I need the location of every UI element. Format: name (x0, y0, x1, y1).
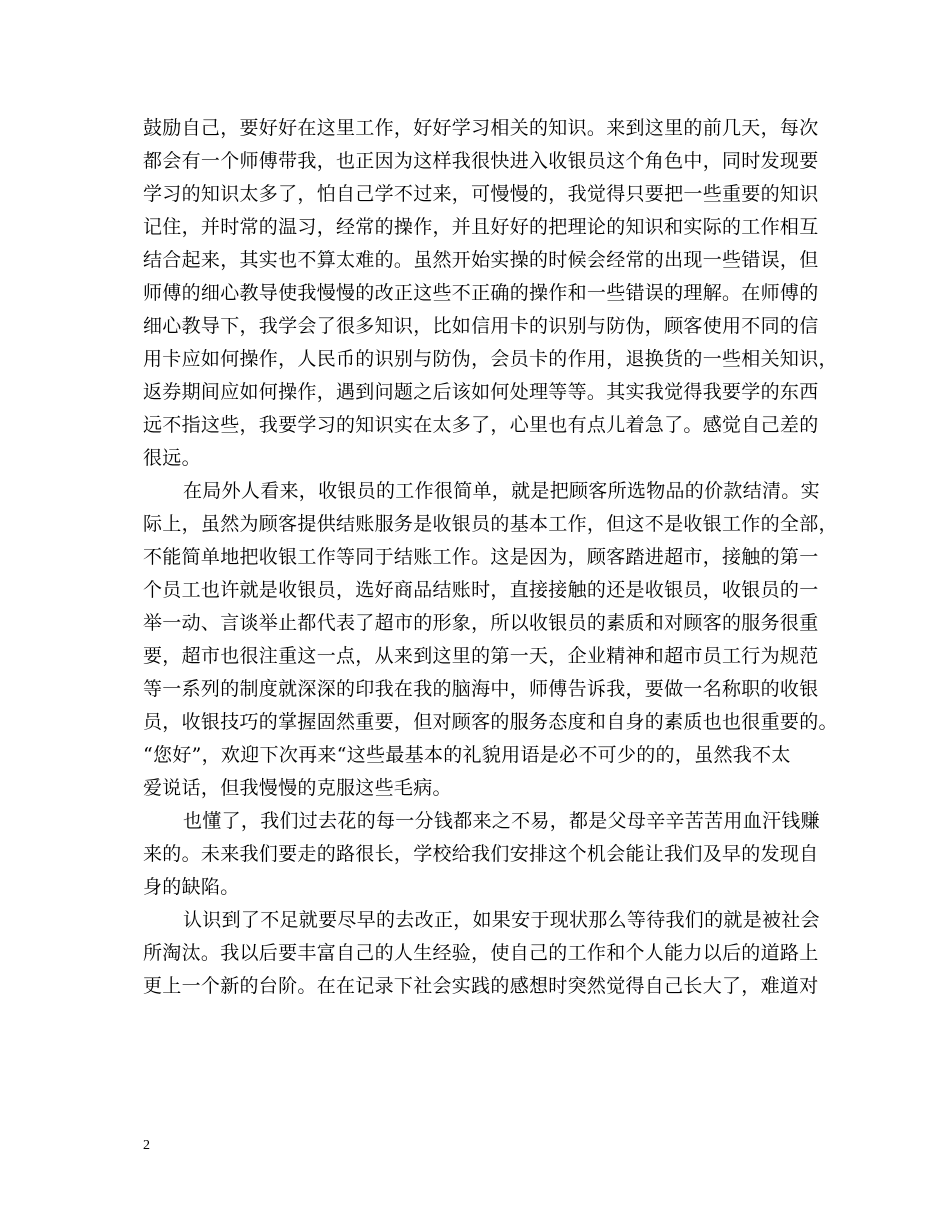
text-line: 举一动、言谈举止都代表了超市的形象，所以收银员的素质和对顾客的服务很重 (143, 612, 819, 634)
text-line: 结合起来，其实也不算太难的。虽然开始实操的时候会经常的出现一些错误，但 (143, 249, 819, 271)
text-line: 学习的知识太多了，怕自己学不过来，可慢慢的，我觉得只要把一些重要的知识 (143, 183, 819, 205)
text-line: 用卡应如何操作，人民币的识别与防伪，会员卡的作用，退换货的一些相关知识， (143, 348, 838, 370)
text-line: “您好”，欢迎下次再来“这些最基本的礼貌用语是必不可少的的，虽然我不太 (143, 744, 791, 766)
text-line: 身的缺陷。 (143, 876, 240, 898)
text-line: 员，收银技巧的掌握固然重要，但对顾客的服务态度和自身的素质也也很重要的。 (143, 711, 838, 733)
text-line: 更上一个新的台阶。在在记录下社会实践的感想时突然觉得自己长大了，难道对 (143, 975, 819, 997)
page-number: 2 (143, 1138, 150, 1153)
text-line: 鼓励自己，要好好在这里工作，好好学习相关的知识。来到这里的前几天，每次 (143, 117, 819, 139)
text-line: 际上，虽然为顾客提供结账服务是收银员的基本工作，但这不是收银工作的全部， (143, 513, 838, 535)
paragraph-first-line: 认识到了不足就要尽早的去改正，如果安于现状那么等待我们的就是被社会 (183, 909, 820, 931)
text-line: 返券期间应如何操作，遇到问题之后该如何处理等等。其实我觉得我要学的东西 (143, 381, 819, 403)
text-line: 来的。未来我们要走的路很长，学校给我们安排这个机会能让我们及早的发现自 (143, 843, 819, 865)
text-line: 个员工也许就是收银员，选好商品结账时，直接接触的还是收银员，收银员的一 (143, 579, 819, 601)
text-line: 要，超市也很注重这一点，从来到这里的第一天，企业精神和超市员工行为规范 (143, 645, 819, 667)
text-line: 记住，并时常的温习，经常的操作，并且好好的把理论的知识和实际的工作相互 (143, 216, 819, 238)
document-body (143, 112, 838, 1003)
text-line: 师傅的细心教导使我慢慢的改正这些不正确的操作和一些错误的理解。在师傅的 (143, 282, 819, 304)
paragraph-first-line: 也懂了，我们过去花的每一分钱都来之不易，都是父母辛辛苦苦用血汗钱赚 (183, 810, 820, 832)
text-line: 都会有一个师傅带我，也正因为这样我很快进入收银员这个角色中，同时发现要 (143, 150, 819, 172)
text-line: 爱说话，但我慢慢的克服这些毛病。 (143, 777, 452, 799)
text-line: 不能简单地把收银工作等同于结账工作。这是因为，顾客踏进超市，接触的第一 (143, 546, 819, 568)
text-line: 细心教导下，我学会了很多知识，比如信用卡的识别与防伪，顾客使用不同的信 (143, 315, 819, 337)
text-line: 等一系列的制度就深深的印我在我的脑海中，师傅告诉我，要做一名称职的收银 (143, 678, 819, 700)
text-line: 很远。 (143, 447, 201, 469)
text-line: 所淘汰。我以后要丰富自己的人生经验，使自己的工作和个人能力以后的道路上 (143, 942, 819, 964)
text-line: 远不指这些，我要学习的知识实在太多了，心里也有点儿着急了。感觉自己差的 (143, 414, 819, 436)
paragraph-first-line: 在局外人看来，收银员的工作很简单，就是把顾客所选物品的价款结清。实 (183, 480, 820, 502)
